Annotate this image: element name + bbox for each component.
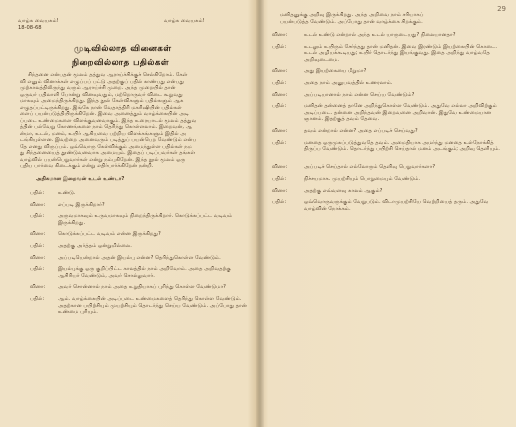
- right-page: [264, 0, 510, 427]
- speaker-label: வினா:: [272, 32, 288, 38]
- header-date: 18-08-68: [18, 25, 42, 31]
- dialogue-text: அதை நாம் அனுபவத்தில் உணரலாம்.: [304, 80, 393, 86]
- title-line-2: நிறைவில்லாத பதில்கள்: [72, 58, 170, 68]
- dialogue-text: அப்படிச் செய்தால் எல்லோரும் தெளிவு பெறுவார்களா?: [304, 164, 436, 171]
- intro-line: ப்படை உண்மைகளை விளக்குவனவாகும். இந்த உரையாடல் மூலம் தத்துவ: [20, 117, 197, 124]
- intro-line: எழுதப்பட்டிருக்கிறது. இங்கே நான் வேதாத்திரி மகரிஷியின் பதில்கள்: [20, 104, 182, 111]
- speaker-label: பதில்:: [272, 103, 287, 110]
- dialogue-text: அதற்கு அர்த்தம் ஒன்றுமில்லை.: [58, 243, 132, 249]
- dialogue-text: ஒவ்வொருவருக்கும் வேறுபடும். விடாமுயற்சியே வெற்றியைத் தரும். அதுவே வாழ்வின் நோக்கம்.: [304, 199, 489, 212]
- intro-line: த்தின் பல்வேறு கோணங்களை நாம் தெரிந்து கொள்ளலாம். இறைவன், ஆ: [20, 124, 193, 130]
- speaker-label: பதில்:: [30, 296, 45, 302]
- speaker-label: பதில்:: [30, 213, 45, 220]
- intro-line: ஒருவர் பதிலாளி போன்று வினவுவதும், மற்றொருவர் விடை கூறுவது: [20, 91, 183, 98]
- header-left-1: வாழ்க வையகம்!: [18, 18, 59, 24]
- right-top-line: மனிதனுக்கு அறிவு இருக்கிறது. அந்த அறிவை நாம் சரியாகப்: [280, 12, 424, 18]
- dialogue-text: நிச்சயமாக. முயற்சியும் பொறுமையும் வேண்டும்.: [304, 176, 421, 182]
- intro-line: வாழ்வில் பயன்பெறுவார்கள் என்று நம்புகிறேன். இந்த நூல் மூலம் ஒரு: [20, 156, 186, 163]
- left-page: [6, 0, 256, 427]
- intro-line: ளைப் பயன்படுத்தியிருக்கிறேன். இவை அனைத்தும் வாழ்க்கையின் அடி: [20, 111, 190, 117]
- speaker-label: வினா:: [30, 254, 46, 261]
- speaker-label: வினா:: [272, 91, 288, 98]
- dialogue-text: உடலும் உயிரும் சேர்ந்தது தான் மனிதன். இவை இரண்டும் இயற்கையின் கொடை. உடல் அழியக்கூடியது; உயிர் தொடர்ந்து இயங்குவது. இதை அறிந்து வாழ்வதே அறிவுடைமை.: [304, 43, 497, 63]
- dialogue-text: எப்படி இருக்கிறார்?: [58, 201, 105, 208]
- intro-line: தே எனது விருப்பம். ஒவ்வொரு கேள்விக்கும் அமைந்துள்ள பதில்கள் நம: [20, 143, 192, 150]
- intro-line: சிந்தனை என்பதன் மூலம் தத்துவ ஆராய்ச்சிக்குச் செல்கிறோம். கேள்: [28, 72, 188, 78]
- speaker-label: வினா:: [30, 201, 46, 208]
- intro-line: டங்கியுள்ளன. இவற்றை அனைவரும் படித்துப் பயன்பெற வேண்டும் என்ப: [20, 137, 197, 143]
- intro-line: முற்காலத்திலிருந்து வரும் ஆராய்ச்சி முறை. அந்த முறையில் தான்: [20, 85, 176, 91]
- speaker-label: பதில்:: [272, 43, 287, 50]
- right-top-line: பயன்படுத்த வேண்டும். அப்போது தான் வாழ்க்கை சிறக்கும்.: [280, 18, 423, 25]
- speaker-label: பதில்:: [272, 176, 287, 182]
- intro-line: து சிந்தனையைத் தூண்டுவனவாக அமையும். இதைப் படிப்பவர்கள் தங்கள்: [20, 150, 196, 156]
- title-line-1: முடிவில்லாத வினைகள்: [74, 44, 172, 54]
- speaker-label: பதில்:: [30, 190, 45, 196]
- book-fold: [256, 0, 264, 427]
- speaker-label: பதில்:: [272, 139, 287, 146]
- dialogue-text: மனிதன் தன்னைத் தானே அறிந்துகொள்ள வேண்டும். அதுவே எல்லா அறிவிற்கும் அடிப்படை. தன்னை அறிந்தவன் இறைவனை அறிவான். இதுவே உண்மையான ஞானம். இதற்குத் தவம் தேவை.: [304, 103, 497, 123]
- dialogue-text: உடல் உண்டு என்றால் அந்த உடல் யாருடையது? நிலையானதா?: [304, 32, 456, 38]
- speaker-label: பதில்:: [30, 266, 45, 273]
- intro-line: வி எனும் வினாக்கள் எழுப்பப் பட்டு அதற்குப் பதில் காண்பது என்பது: [20, 78, 185, 85]
- dialogue-text: அதற்கு எவ்வளவு காலம் ஆகும்?: [304, 187, 383, 194]
- intro-line: ன்மா, உடல், மனம், உயிர் ஆகியவை பற்றிய விளக்கங்களும் இதில் அ: [20, 130, 187, 137]
- speaker-label: பதில்:: [30, 243, 45, 249]
- speaker-label: வினா:: [30, 284, 46, 291]
- header-right: வாழ்க வையகம்!: [164, 18, 205, 24]
- speaker-label: வினா:: [30, 231, 46, 238]
- intro-line: மாகவும் அமைந்திருக்கிறது. இந்த நூல் கேள்விகளும் பதில்களும் ஆக: [20, 98, 184, 104]
- dialogue-text: அது இயற்கையை மீறுமா?: [304, 68, 367, 75]
- dialogue-text: அப்படியானால் நாம் என்ன செய்ய வேண்டும்?: [304, 91, 415, 98]
- speaker-label: வினா:: [272, 187, 288, 194]
- dialogue-text: அப்படியென்றால் அதன் இயல்பு என்ன? தெரிந்துகொள்ள வேண்டும்.: [58, 254, 221, 261]
- dialogue-text: ஆம். வாழ்க்கையின் அடிப்படை உண்மைகளைத் தெரிந்து கொள்ள வேண்டும். அதற்கான பயிற்சியும் முயற்சியும் தொடர்ந்து செய்ய வேண்டும். அப்போது தான் உண்மை புரியும்.: [58, 296, 247, 316]
- dialogue-text: கொடுக்கப்பட்ட வடிவம் என்ன இருக்கிறது?: [58, 231, 161, 238]
- speaker-label: பதில்:: [272, 80, 287, 86]
- speaker-label: வினா:: [272, 164, 288, 171]
- speaker-label: வினா:: [272, 128, 288, 134]
- section-question: அதிகமான இறைவன் உடல் உண்டா?: [36, 176, 125, 182]
- speaker-label: வினா:: [272, 68, 288, 75]
- dialogue-text: அவர் சொன்னால் நாம் அதை உறுதியாகப் புரிந்து கொள்ள வேண்டுமா?: [58, 284, 226, 291]
- page-number: 29: [497, 5, 506, 13]
- dialogue-text: அருவமாகவும் உருவமாகவும் நிறைந்திருக்கிறார். கொடுக்கப்பட்ட வடிவம் இருக்கிறது.: [58, 213, 233, 226]
- dialogue-text: உண்டு.: [58, 190, 76, 196]
- dialogue-text: இயல்புக்கு ஒரு குறிப்பிட்ட காலத்தில் நாம் அறிவோம். அதை அறிவதற்கு ஆசிரியர் வேண்டும், அவர் சொல்லுவார்.: [58, 266, 231, 279]
- dialogue-text: மனதை ஒருமுகப்படுத்துவதே தவம். அமைதியாக அமர்ந்து மனதை உள்நோக்கித் திருப்ப வேண்டும். தொடர்ந்து பயிற்சி செய்தால் மனம் அடங்கும்; அறிவு தெளியும்.: [304, 139, 500, 153]
- speaker-label: பதில்:: [272, 199, 287, 206]
- intro-line: புதிய பார்வை கிடைக்கும் என்று எதிர்பார்க்கிறேன் நன்றி.: [20, 163, 154, 169]
- dialogue-text: தவம் என்றால் என்ன? அதை எப்படிச் செய்வது?: [304, 128, 418, 134]
